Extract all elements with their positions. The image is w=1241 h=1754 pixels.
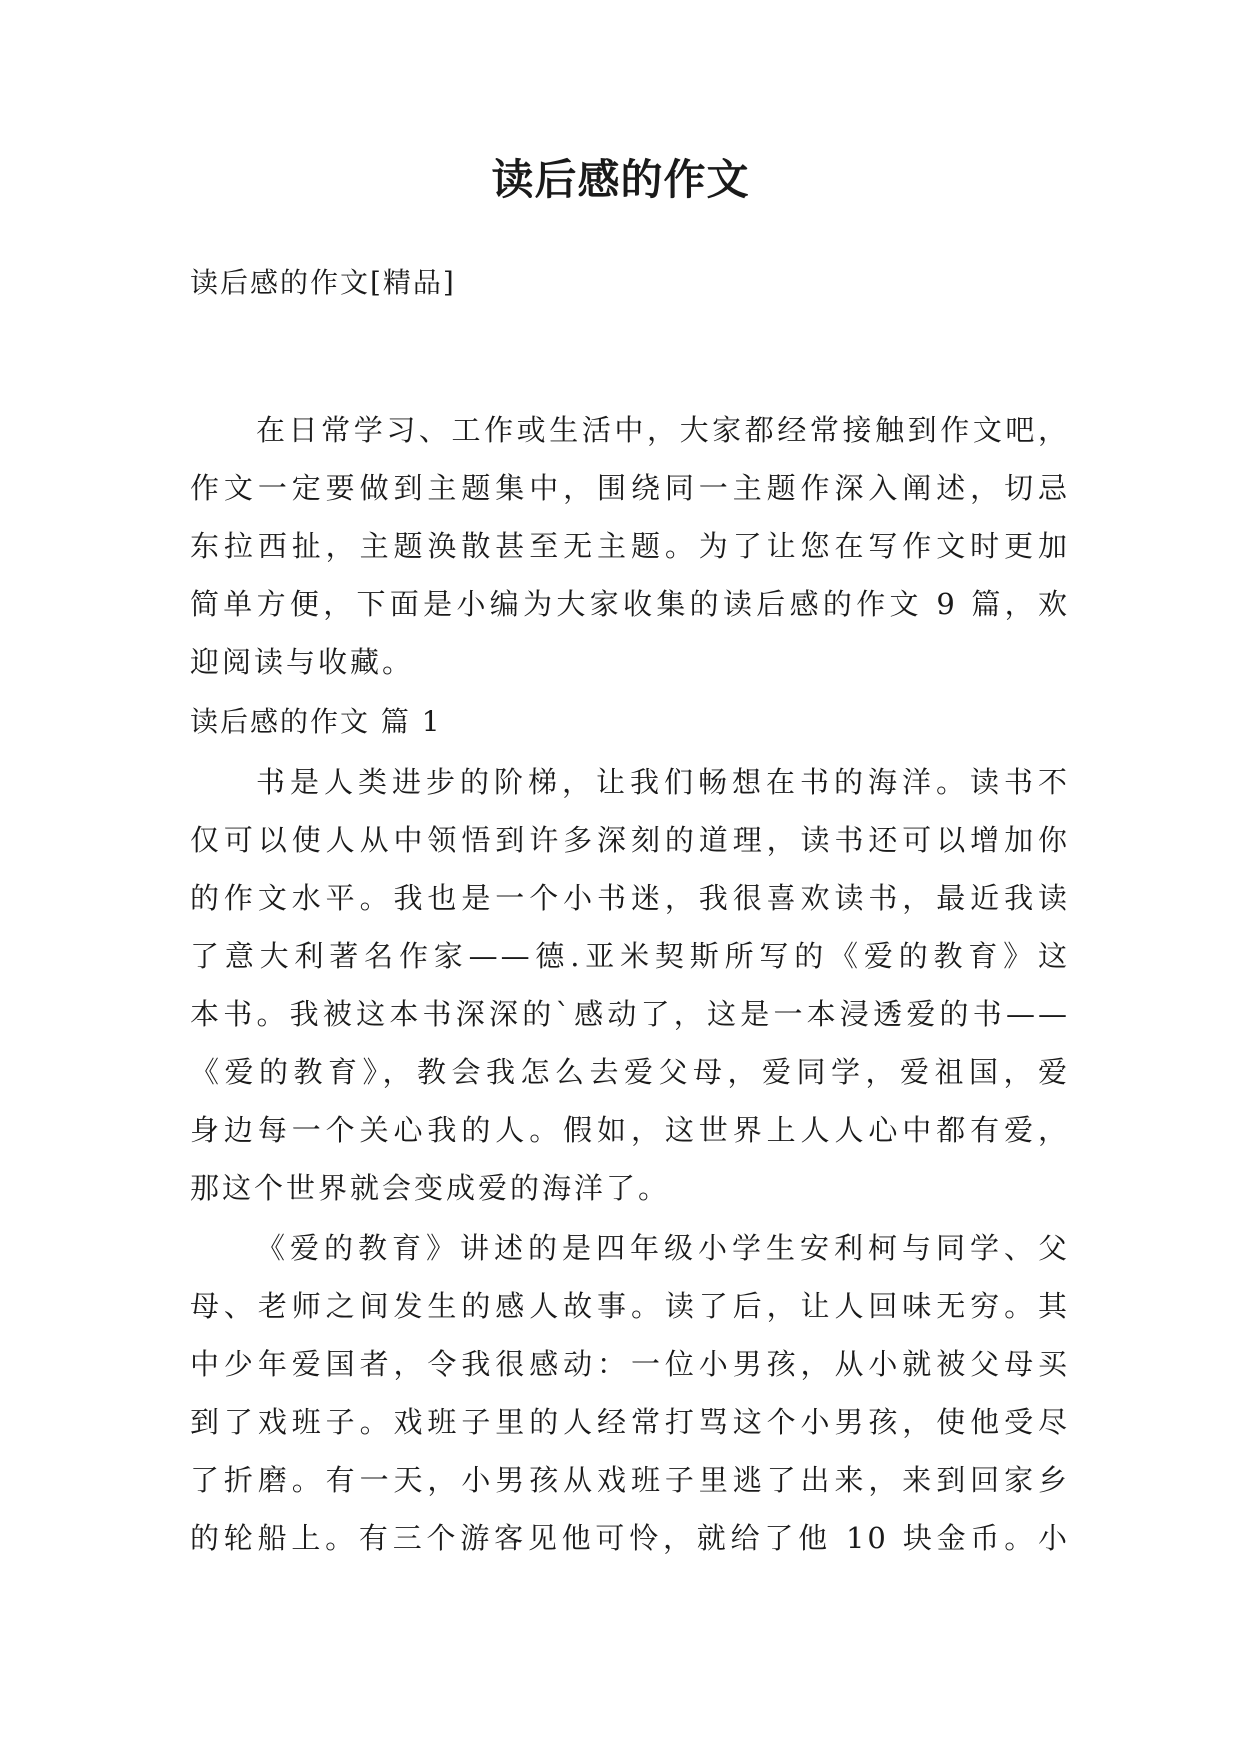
text-line: 了意大利著名作家——德.亚米契斯所写的《爱的教育》这 bbox=[190, 939, 1070, 973]
intro-paragraph bbox=[190, 401, 1070, 691]
text-line: 简单方便，下面是小编为大家收集的读后感的作文 9 篇，欢 bbox=[190, 587, 1070, 621]
text-line: 母、老师之间发生的感人故事。读了后，让人回味无穷。其 bbox=[190, 1289, 1070, 1323]
text-line: 《爱的教育》，教会我怎么去爱父母，爱同学，爱祖国，爱 bbox=[190, 1055, 1070, 1089]
text-line: 到了戏班子。戏班子里的人经常打骂这个小男孩，使他受尽 bbox=[190, 1405, 1070, 1439]
text-line: 的作文水平。我也是一个小书迷，我很喜欢读书，最近我读 bbox=[190, 881, 1070, 915]
text-line: 作文一定要做到主题集中，围绕同一主题作深入阐述，切忌 bbox=[190, 471, 1070, 505]
text-line: 了折磨。有一天，小男孩从戏班子里逃了出来，来到回家乡 bbox=[190, 1463, 1070, 1497]
text-line: 中少年爱国者，令我很感动：一位小男孩，从小就被父母买 bbox=[190, 1347, 1070, 1381]
body-paragraph-1 bbox=[190, 753, 1070, 1217]
text-line: 在日常学习、工作或生活中，大家都经常接触到作文吧， bbox=[256, 413, 1070, 447]
text-line: 东拉西扯，主题涣散甚至无主题。为了让您在写作文时更加 bbox=[190, 529, 1070, 563]
text-line: 的轮船上。有三个游客见他可怜，就给了他 10 块金币。小 bbox=[190, 1521, 1070, 1555]
document-title: 读后感的作文 bbox=[491, 155, 750, 204]
text-line: 迎阅读与收藏。 bbox=[190, 645, 415, 679]
text-line: 书是人类进步的阶梯，让我们畅想在书的海洋。读书不 bbox=[256, 765, 1070, 799]
text-line: 《爱的教育》讲述的是四年级小学生安利柯与同学、父 bbox=[256, 1231, 1070, 1265]
text-line: 身边每一个关心我的人。假如，这世界上人人心中都有爱， bbox=[190, 1113, 1070, 1147]
body-paragraph-2 bbox=[190, 1219, 1070, 1567]
document-subtitle: 读后感的作文[精品] bbox=[190, 266, 456, 299]
text-line: 本书。我被这本书深深的`感动了，这是一本浸透爱的书—— bbox=[190, 997, 1070, 1031]
text-line: 仅可以使人从中领悟到许多深刻的道理，读书还可以增加你 bbox=[190, 823, 1070, 857]
section-heading: 读后感的作文 篇 1 bbox=[190, 705, 442, 738]
text-line: 那这个世界就会变成爱的海洋了。 bbox=[190, 1171, 671, 1205]
